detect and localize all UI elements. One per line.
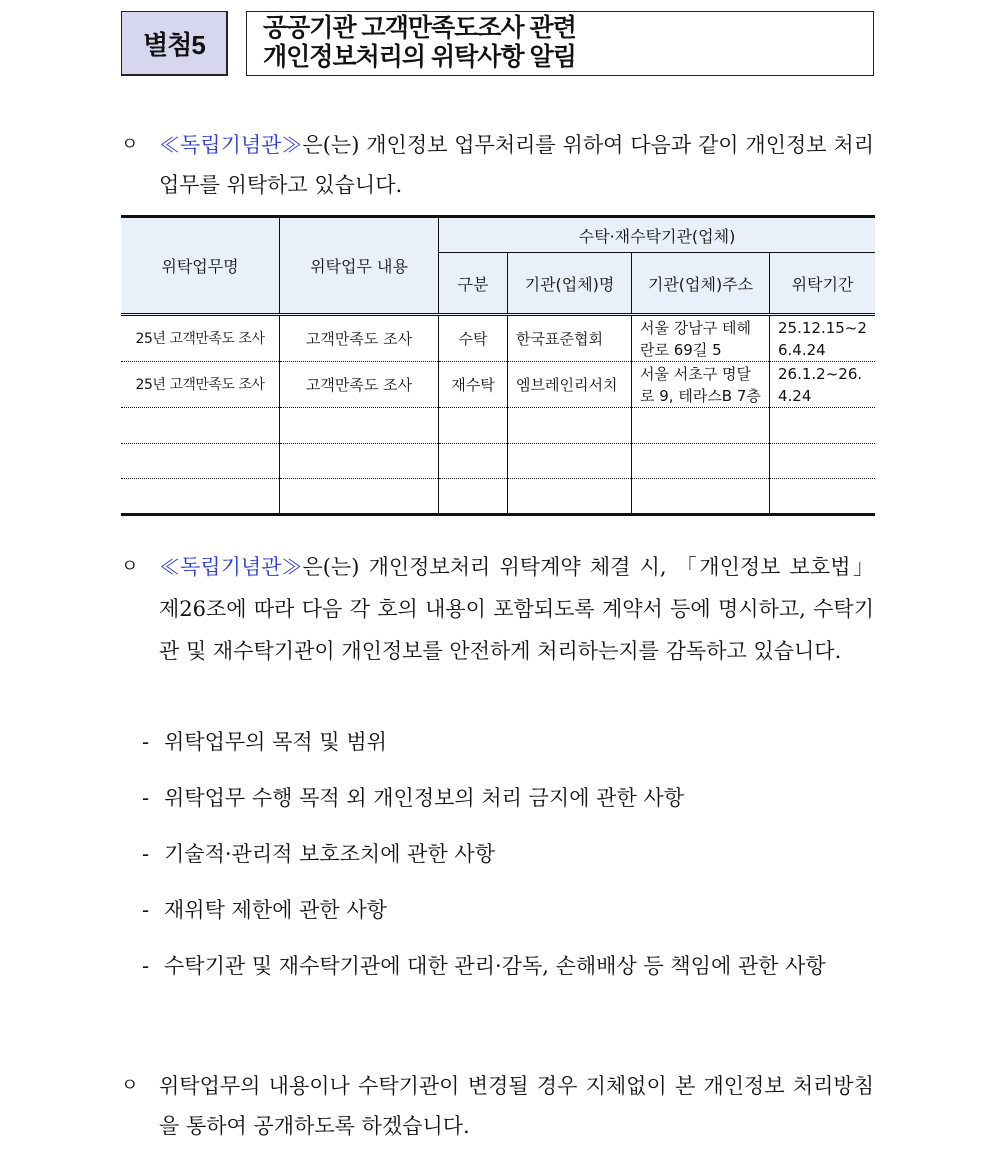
bullet-icon: ㅇ — [121, 1075, 139, 1096]
list-item-text: 재위탁 제한에 관한 사항 — [164, 898, 387, 922]
page-title-line2: 개인정보처리의 위탁사항 알림 — [263, 43, 576, 71]
cell-address: 서울 강남구 테헤란로 69길 5 — [632, 315, 770, 362]
cell-address — [632, 408, 770, 444]
section-intro — [121, 125, 874, 205]
col-task-name: 위탁업무명 — [121, 217, 280, 315]
list-item — [142, 778, 874, 818]
cell-type: 수탁 — [439, 315, 508, 362]
section-intro-text — [159, 125, 874, 205]
cell-type — [439, 408, 508, 444]
cell-period — [770, 444, 876, 479]
list-item-text: 수탁기관 및 재수탁기관에 대한 관리·감독, 손해배상 등 책임에 관한 사항 — [164, 954, 826, 978]
cell-address — [632, 479, 770, 515]
cell-company — [508, 408, 632, 444]
section-supervision-text — [159, 546, 874, 672]
cell-period — [770, 408, 876, 444]
org-name: ≪독립기념관≫ — [159, 133, 303, 157]
dash-icon: - — [142, 786, 150, 810]
table-row — [121, 315, 875, 362]
cell-type — [439, 479, 508, 515]
col-task-content: 위탁업무 내용 — [280, 217, 439, 315]
bullet-icon: ㅇ — [121, 556, 139, 577]
page-title-line1: 공공기관 고객만족도조사 관련 — [263, 14, 576, 42]
cell-company — [508, 444, 632, 479]
cell-company: 한국표준협회 — [508, 315, 632, 362]
table-row — [121, 408, 875, 444]
cell-task-name — [121, 444, 280, 479]
list-item-text: 기술적·관리적 보호조치에 관한 사항 — [164, 842, 495, 866]
col-company: 기관(업체)명 — [508, 253, 632, 315]
attachment-badge-label: 별첨5 — [143, 29, 205, 60]
cell-task-content: 고객만족도 조사 — [280, 315, 439, 362]
col-address: 기관(업체)주소 — [632, 253, 770, 315]
cell-task-name: 25년 고객만족도 조사 — [121, 315, 280, 362]
cell-task-name — [121, 408, 280, 444]
bullet-icon: ㅇ — [121, 134, 139, 155]
dash-icon: - — [142, 842, 150, 866]
col-period: 위탁기간 — [770, 253, 876, 315]
dash-icon: - — [142, 954, 150, 978]
section-notice — [121, 1066, 874, 1146]
cell-task-content — [280, 444, 439, 479]
cell-task-content — [280, 479, 439, 515]
dash-icon: - — [142, 898, 150, 922]
attachment-badge — [121, 11, 228, 76]
cell-type: 재수탁 — [439, 362, 508, 408]
cell-task-content — [280, 408, 439, 444]
cell-period — [770, 479, 876, 515]
page-title — [246, 11, 874, 76]
list-item — [142, 834, 874, 874]
list-item-text: 위탁업무의 목적 및 범위 — [164, 730, 387, 754]
cell-period: 26.1.2~26.4.24 — [770, 362, 876, 408]
section-supervision-body: 은(는) 개인정보처리 위탁계약 체결 시, 「개인정보 보호법」 제26조에 따라 다음 각 호의 내용이 포함되도록 계약서 등에 명시하고, 수탁기관 및 재수탁기관이 개인정보를 안전하게 처리하는지를 감독하고 있습니다. — [159, 555, 874, 663]
list-item — [142, 890, 874, 930]
list-item — [142, 722, 874, 762]
cell-company: 엠브레인리서치 — [508, 362, 632, 408]
cell-task-name — [121, 479, 280, 515]
org-name: ≪독립기념관≫ — [159, 555, 303, 579]
section-supervision — [121, 546, 874, 672]
col-group-contractor: 수탁·재수탁기관(업체) — [439, 217, 876, 253]
list-item — [142, 946, 874, 986]
outsourcing-table — [121, 215, 875, 516]
table-header-row — [121, 217, 875, 253]
dash-icon: - — [142, 730, 150, 754]
list-item-text: 위탁업무 수행 목적 외 개인정보의 처리 금지에 관한 사항 — [164, 786, 684, 810]
cell-address: 서울 서초구 명달로 9, 테라스B 7층 — [632, 362, 770, 408]
section-notice-text: 위탁업무의 내용이나 수탁기관이 변경될 경우 지체없이 본 개인정보 처리방침을 통하여 공개하도록 하겠습니다. — [159, 1074, 874, 1138]
cell-period: 25.12.15~26.4.24 — [770, 315, 876, 362]
cell-type — [439, 444, 508, 479]
cell-task-content: 고객만족도 조사 — [280, 362, 439, 408]
cell-address — [632, 444, 770, 479]
cell-company — [508, 479, 632, 515]
cell-task-name: 25년 고객만족도 조사 — [121, 362, 280, 408]
table-row — [121, 362, 875, 408]
table-row — [121, 479, 875, 515]
col-type: 구분 — [439, 253, 508, 315]
section-intro-body: 은(는) 개인정보 업무처리를 위하여 다음과 같이 개인정보 처리업무를 위탁하고 있습니다. — [159, 133, 874, 197]
table-row — [121, 444, 875, 479]
